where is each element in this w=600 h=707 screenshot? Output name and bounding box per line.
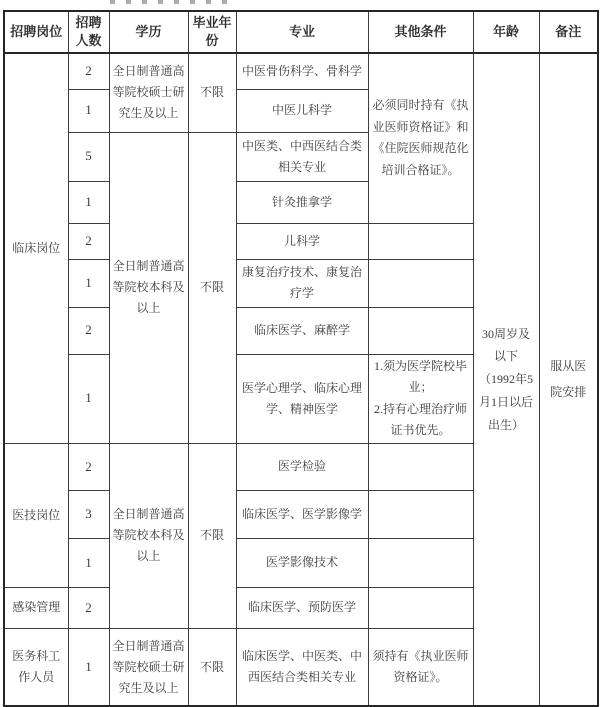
count-cell: 2: [68, 223, 109, 259]
other-conditions-cell-empty: [368, 443, 473, 490]
education-cell: 全日制普通高等院校本科及以上: [109, 443, 188, 628]
other-conditions-cell: [368, 354, 473, 443]
grad-year-cell: 不限: [188, 443, 236, 628]
grad-year-cell: 不限: [188, 628, 236, 706]
major-cell: 医学检验: [236, 443, 368, 490]
header-position: 招聘岗位: [4, 11, 68, 53]
other-conditions-cell-empty: [368, 587, 473, 628]
header-age: 年龄: [473, 11, 539, 53]
count-cell: 2: [68, 53, 109, 89]
other-conditions-cell: 须持有《执业医师资格证》。: [368, 628, 473, 706]
age-cell: 30周岁及以下（1992年5月1日以后出生）: [473, 53, 539, 706]
other-conditions-cell-empty: [368, 223, 473, 259]
header-note: 备注: [539, 11, 598, 53]
count-cell: 1: [68, 259, 109, 307]
other-conditions-cell-empty: [368, 259, 473, 307]
count-cell: 5: [68, 132, 109, 181]
header-education: 学历: [109, 11, 188, 53]
table-row: [4, 53, 598, 89]
header-other: 其他条件: [368, 11, 473, 53]
count-cell: 2: [68, 307, 109, 354]
major-cell: 医学影像技术: [236, 538, 368, 587]
count-cell: 3: [68, 490, 109, 538]
major-cell: 临床医学、医学影像学: [236, 490, 368, 538]
grad-year-cell: 不限: [188, 132, 236, 443]
count-cell: 2: [68, 587, 109, 628]
position-cell-medtech: 医技岗位: [4, 443, 68, 587]
major-cell: 针灸推拿学: [236, 181, 368, 223]
other-conditions-cell-empty: [368, 307, 473, 354]
position-cell-infection: 感染管理: [4, 587, 68, 628]
other-conditions-cell: 必须同时持有《执业医师资格证》和《住院医师规范化培训合格证》。: [368, 53, 473, 223]
major-cell: 中医儿科学: [236, 89, 368, 132]
count-cell: 1: [68, 89, 109, 132]
header-row: [4, 11, 598, 53]
position-cell-clinical: 临床岗位: [4, 53, 68, 443]
other-condition-line: 2.持有心理治疗师证书优先。: [373, 401, 467, 438]
count-cell: 1: [68, 538, 109, 587]
grad-year-cell: 不限: [188, 53, 236, 132]
recruitment-table: [3, 10, 599, 707]
header-count: 招聘人数: [68, 11, 109, 53]
major-cell: 儿科学: [236, 223, 368, 259]
note-cell: 服从医院安排: [539, 53, 598, 706]
count-cell: 1: [68, 628, 109, 706]
header-grad-year: 毕业年份: [188, 11, 236, 53]
count-cell: 1: [68, 181, 109, 223]
header-major: 专业: [236, 11, 368, 53]
recruitment-table-wrap: [3, 10, 599, 707]
major-cell: 临床医学、预防医学: [236, 587, 368, 628]
major-cell: 医学心理学、临床心理学、精神医学: [236, 354, 368, 443]
other-conditions-cell-empty: [368, 538, 473, 587]
other-conditions-cell-empty: [368, 490, 473, 538]
count-cell: 2: [68, 443, 109, 490]
position-cell-medaffairs: 医务科工作人员: [4, 628, 68, 706]
cropped-text-remnant: [110, 0, 238, 4]
major-cell: 康复治疗技术、康复治疗学: [236, 259, 368, 307]
major-cell: 临床医学、中医类、中西医结合类相关专业: [236, 628, 368, 706]
count-cell: 1: [68, 354, 109, 443]
education-cell: 全日制普通高等院校硕士研究生及以上: [109, 628, 188, 706]
major-cell: 临床医学、麻醉学: [236, 307, 368, 354]
education-cell: 全日制普通高等院校本科及以上: [109, 132, 188, 443]
other-condition-line: 1.须为医学院校毕业；: [373, 358, 467, 395]
education-cell: 全日制普通高等院校硕士研究生及以上: [109, 53, 188, 132]
major-cell: 中医类、中西医结合类相关专业: [236, 132, 368, 181]
major-cell: 中医骨伤科学、骨科学: [236, 53, 368, 89]
